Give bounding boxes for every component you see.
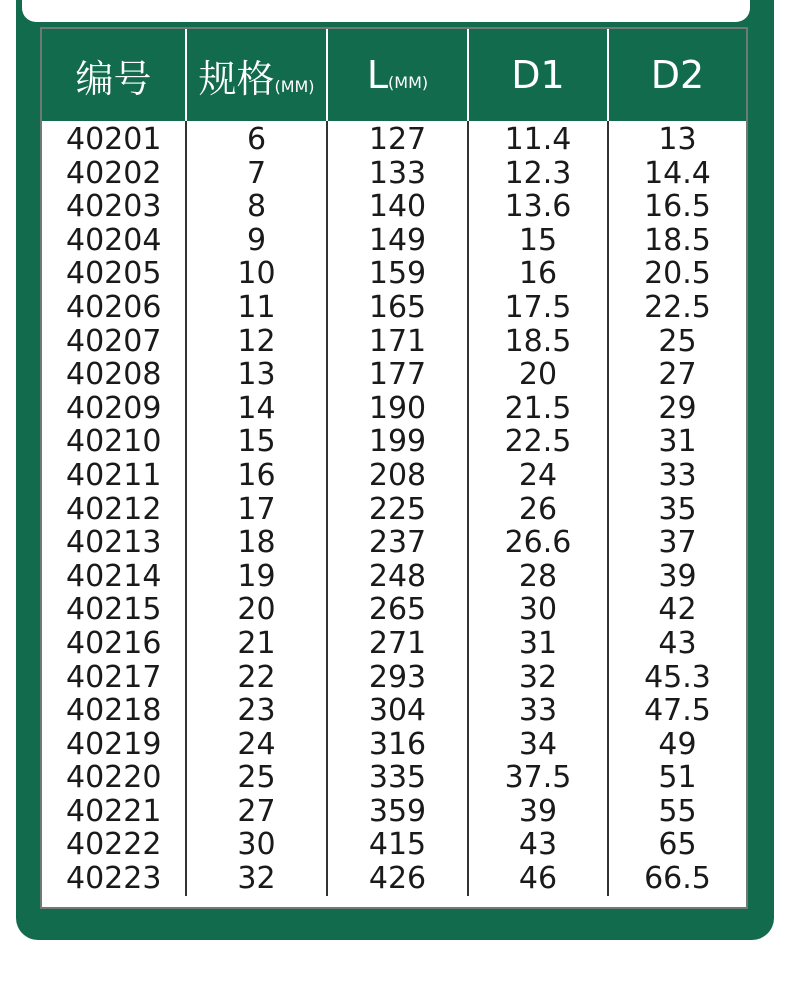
- cell-size: 32: [186, 862, 327, 896]
- cell-code: 40211: [42, 459, 186, 493]
- table-row: [42, 425, 746, 459]
- header-size-label: 规格: [198, 56, 275, 101]
- cell-code: 40214: [42, 560, 186, 594]
- cell-d1: 31: [468, 627, 608, 661]
- table-row: [42, 560, 746, 594]
- cell-d2: 45.3: [644, 659, 711, 695]
- cell-d1: 34: [468, 728, 608, 762]
- cell-d2: 29: [658, 390, 697, 426]
- spec-table-container: [40, 27, 748, 909]
- cell-d1: 26: [468, 493, 608, 527]
- table-row: [42, 593, 746, 627]
- cell-length: 248: [327, 560, 468, 594]
- cell-size: 25: [186, 761, 327, 795]
- cell-d1: 18.5: [468, 325, 608, 359]
- cell-length: 237: [327, 526, 468, 560]
- table-row: [42, 190, 746, 224]
- cell-d1: 32: [468, 661, 608, 695]
- cell-d1: 13.6: [468, 190, 608, 224]
- cell-d2: 35: [658, 491, 697, 527]
- cell-code: 40217: [42, 661, 186, 695]
- cell-length: 199: [327, 425, 468, 459]
- cell-length: 190: [327, 392, 468, 426]
- cell-d2: 47.5: [644, 693, 711, 729]
- cell-d1: 17.5: [468, 291, 608, 325]
- table-row: [42, 493, 746, 527]
- cell-d2: 25: [658, 323, 697, 359]
- cell-length: 149: [327, 224, 468, 258]
- header-length-label: L: [366, 53, 389, 97]
- cell-d1: 20: [468, 358, 608, 392]
- cell-d1: 21.5: [468, 392, 608, 426]
- spec-table-header: [42, 29, 746, 121]
- table-row: [42, 728, 746, 762]
- cell-size: 13: [186, 358, 327, 392]
- cell-code: 40208: [42, 358, 186, 392]
- table-row: [42, 694, 746, 728]
- cell-code: 40201: [42, 121, 186, 157]
- cell-size: 24: [186, 728, 327, 762]
- cell-size: 10: [186, 257, 327, 291]
- cell-d1: 33: [468, 694, 608, 728]
- table-row: [42, 459, 746, 493]
- cell-length: 265: [327, 593, 468, 627]
- cell-code: 40210: [42, 425, 186, 459]
- spec-table-body: [42, 121, 746, 896]
- cell-d2: 39: [658, 558, 697, 594]
- table-row: [42, 392, 746, 426]
- cell-d2: 43: [658, 625, 697, 661]
- cell-length: 359: [327, 795, 468, 829]
- cell-d2: 27: [658, 357, 697, 393]
- cell-d2: 42: [658, 592, 697, 628]
- cell-size: 12: [186, 325, 327, 359]
- cell-d1: 24: [468, 459, 608, 493]
- header-d2-label: D2: [650, 53, 705, 97]
- cell-code: 40215: [42, 593, 186, 627]
- cell-length: 140: [327, 190, 468, 224]
- cell-d2: 18.5: [644, 222, 711, 258]
- cell-size: 15: [186, 425, 327, 459]
- cell-d1: 26.6: [468, 526, 608, 560]
- cell-size: 30: [186, 828, 327, 862]
- cell-code: 40204: [42, 224, 186, 258]
- cell-length: 335: [327, 761, 468, 795]
- cell-code: 40220: [42, 761, 186, 795]
- header-code-label: 编号: [75, 56, 152, 101]
- cell-code: 40213: [42, 526, 186, 560]
- cell-d2: 31: [658, 424, 697, 460]
- header-d2: [608, 29, 746, 121]
- table-row: [42, 291, 746, 325]
- cell-code: 40203: [42, 190, 186, 224]
- cell-d2: 51: [658, 760, 697, 796]
- table-row: [42, 526, 746, 560]
- cell-d2: 16.5: [644, 189, 711, 225]
- cell-length: 165: [327, 291, 468, 325]
- cell-d1: 15: [468, 224, 608, 258]
- cell-d2: 65: [658, 827, 697, 863]
- cell-size: 23: [186, 694, 327, 728]
- cell-code: 40206: [42, 291, 186, 325]
- header-row: [42, 29, 746, 121]
- header-code: [42, 29, 186, 121]
- cell-d1: 11.4: [468, 121, 608, 157]
- cell-d2: 66.5: [644, 861, 711, 897]
- header-length-unit: (MM): [388, 73, 429, 92]
- cell-d2: 37: [658, 525, 697, 561]
- cell-code: 40219: [42, 728, 186, 762]
- cell-length: 171: [327, 325, 468, 359]
- cell-d2: 49: [658, 726, 697, 762]
- cell-code: 40216: [42, 627, 186, 661]
- cell-size: 8: [186, 190, 327, 224]
- top-white-panel: [22, 0, 750, 22]
- cell-d1: 22.5: [468, 425, 608, 459]
- cell-size: 14: [186, 392, 327, 426]
- cell-size: 9: [186, 224, 327, 258]
- cell-d2: 55: [658, 793, 697, 829]
- cell-size: 7: [186, 157, 327, 191]
- cell-code: 40207: [42, 325, 186, 359]
- cell-size: 27: [186, 795, 327, 829]
- table-row: [42, 257, 746, 291]
- cell-d1: 43: [468, 828, 608, 862]
- cell-size: 11: [186, 291, 327, 325]
- cell-code: 40223: [42, 862, 186, 896]
- cell-code: 40205: [42, 257, 186, 291]
- header-d1-label: D1: [511, 53, 565, 97]
- table-row: [42, 661, 746, 695]
- cell-size: 6: [186, 121, 327, 157]
- cell-size: 16: [186, 459, 327, 493]
- header-length: [327, 29, 468, 121]
- cell-length: 159: [327, 257, 468, 291]
- cell-d2: 20.5: [644, 256, 711, 292]
- header-size: [186, 29, 327, 121]
- cell-length: 208: [327, 459, 468, 493]
- cell-d1: 37.5: [468, 761, 608, 795]
- cell-size: 21: [186, 627, 327, 661]
- cell-code: 40212: [42, 493, 186, 527]
- table-row: [42, 828, 746, 862]
- cell-length: 177: [327, 358, 468, 392]
- cell-length: 271: [327, 627, 468, 661]
- cell-d2: 13: [658, 122, 697, 157]
- cell-d1: 30: [468, 593, 608, 627]
- cell-d2: 14.4: [644, 155, 711, 191]
- cell-length: 127: [327, 121, 468, 157]
- cell-length: 304: [327, 694, 468, 728]
- cell-d1: 28: [468, 560, 608, 594]
- cell-length: 293: [327, 661, 468, 695]
- cell-code: 40209: [42, 392, 186, 426]
- cell-length: 316: [327, 728, 468, 762]
- table-row: [42, 862, 746, 896]
- cell-size: 17: [186, 493, 327, 527]
- cell-size: 19: [186, 560, 327, 594]
- cell-d2: 22.5: [644, 289, 711, 325]
- table-row: [42, 627, 746, 661]
- cell-length: 426: [327, 862, 468, 896]
- cell-d1: 12.3: [468, 157, 608, 191]
- cell-code: 40222: [42, 828, 186, 862]
- cell-d1: 46: [468, 862, 608, 896]
- cell-d1: 39: [468, 795, 608, 829]
- cell-size: 22: [186, 661, 327, 695]
- cell-length: 415: [327, 828, 468, 862]
- cell-length: 133: [327, 157, 468, 191]
- cell-length: 225: [327, 493, 468, 527]
- table-row: [42, 224, 746, 258]
- cell-code: 40202: [42, 157, 186, 191]
- cell-d1: 16: [468, 257, 608, 291]
- cell-d2: 33: [658, 457, 697, 493]
- table-row: [42, 358, 746, 392]
- cell-code: 40218: [42, 694, 186, 728]
- cell-size: 18: [186, 526, 327, 560]
- table-row: [42, 121, 746, 157]
- table-row: [42, 157, 746, 191]
- table-row: [42, 325, 746, 359]
- spec-table: [42, 29, 746, 896]
- table-row: [42, 761, 746, 795]
- cell-code: 40221: [42, 795, 186, 829]
- header-d1: [468, 29, 608, 121]
- header-size-unit: (MM): [274, 76, 315, 96]
- cell-size: 20: [186, 593, 327, 627]
- table-row: [42, 795, 746, 829]
